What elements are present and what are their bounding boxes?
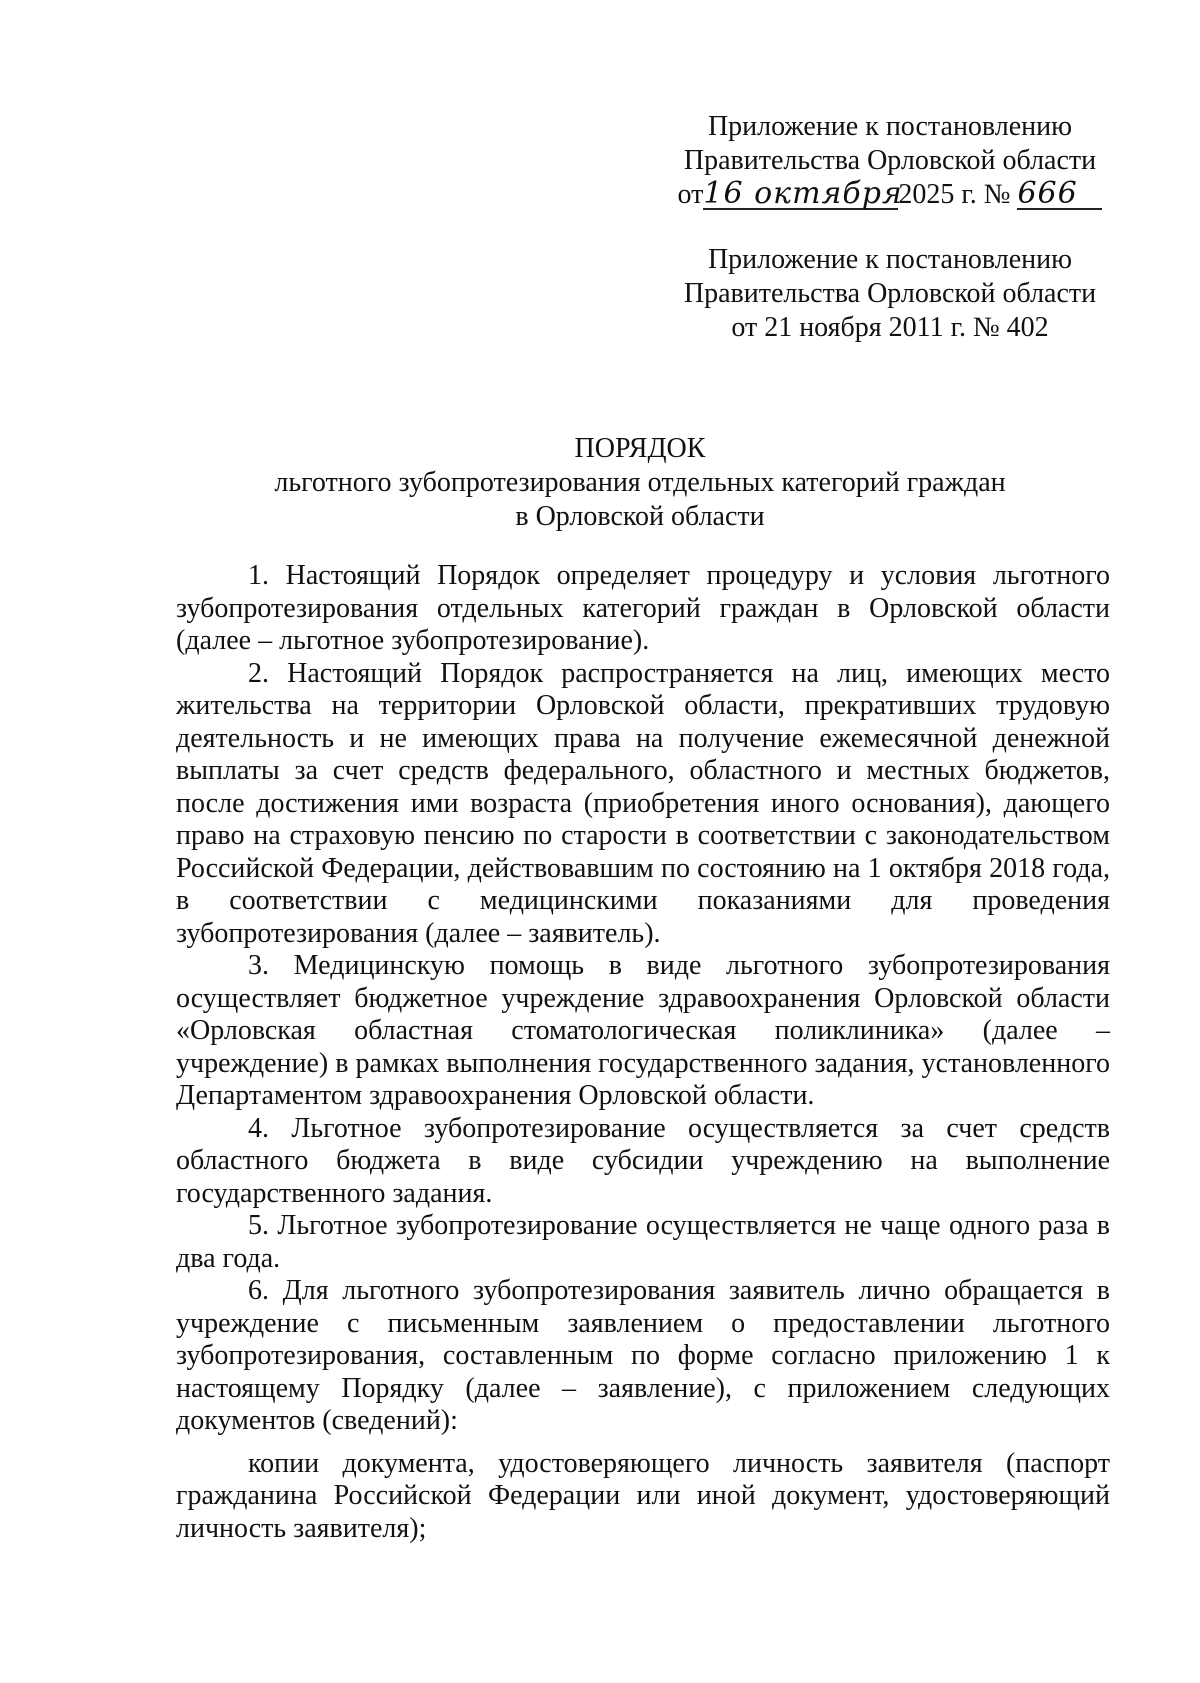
paragraph-4: 4. Льготное зубопротезирование осуществляется за счет средств областного бюджета в виде субсидии учреждению на выполнение государственного задания. [176, 1112, 1110, 1209]
annex-current-header [640, 110, 1140, 212]
handwritten-number: 666 [1017, 180, 1102, 210]
title-subtitle-line1: льготного зубопротезирования отдельных категорий граждан [274, 467, 1006, 498]
annex-current-date-line [640, 178, 1140, 212]
paragraph-1: 1. Настоящий Порядок определяет процедуру и условия льготного зубопротезирования отдельных категорий граждан в Орловской области (далее – льготное зубопротезирование). [176, 560, 1110, 656]
document-body [176, 560, 1110, 1545]
paragraph-5: 5. Льготное зубопротезирование осуществляется не чаще одного раза в два года. [176, 1210, 1110, 1274]
title-subtitle-line2: в Орловской области [515, 501, 765, 532]
title-main: ПОРЯДОК [574, 433, 706, 464]
annex-current-year: 2025 г. № [898, 179, 1011, 210]
paragraph-3: 3. Медицинскую помощь в виде льготного зубопротезирования осуществляет бюджетное учреждение здравоохранения Орловской области «Орловская областная стоматологическая поликлиника» (далее – учреждение) в рамках выполнения государственного задания, установленного Департаментом здравоохранения Орловской области. [176, 950, 1110, 1111]
annex-current-prefix: от [677, 179, 704, 210]
annex-original-line3: от 21 ноября 2011 г. № 402 [731, 312, 1049, 343]
paragraph-2: 2. Настоящий Порядок распространяется на лиц, имеющих место жительства на территории Орловской области, прекративших трудовую деятельность и не имеющих права на получение ежемесячной денежной выплаты за счет средств федерального, областного и местных бюджетов, после достижения ими возраста (приобретения иного основания), дающего право на страховую пенсию по старости в соответствии с законодательством Российской Федерации, действовавшим по состоянию на 1 октября 2018 года, в соответствии с медицинскими показаниями для проведения зубопротезирования (далее – заявитель). [176, 657, 1110, 949]
handwritten-date: 16 октября [703, 176, 903, 211]
document-list-item: копии документа, удостоверяющего личность заявителя (паспорт гражданина Российской Федерации или иной документ, удостоверяющий личность заявителя); [176, 1447, 1110, 1544]
annex-current-line1: Приложение к постановлению [707, 111, 1073, 142]
paragraph-6: 6. Для льготного зубопротезирования заявитель лично обращается в учреждение с письменным заявлением о предоставлении льготного зубопротезирования, составленным по форме согласно приложению 1 к настоящему Порядку (далее – заявление), с приложением следующих документов (сведений): [176, 1275, 1110, 1436]
annex-current-line2: Правительства Орловской области [683, 145, 1097, 176]
document-title [170, 432, 1110, 534]
annex-original-line1: Приложение к постановлению [707, 244, 1073, 275]
annex-original-header [640, 243, 1140, 345]
annex-original-line2: Правительства Орловской области [683, 278, 1097, 309]
